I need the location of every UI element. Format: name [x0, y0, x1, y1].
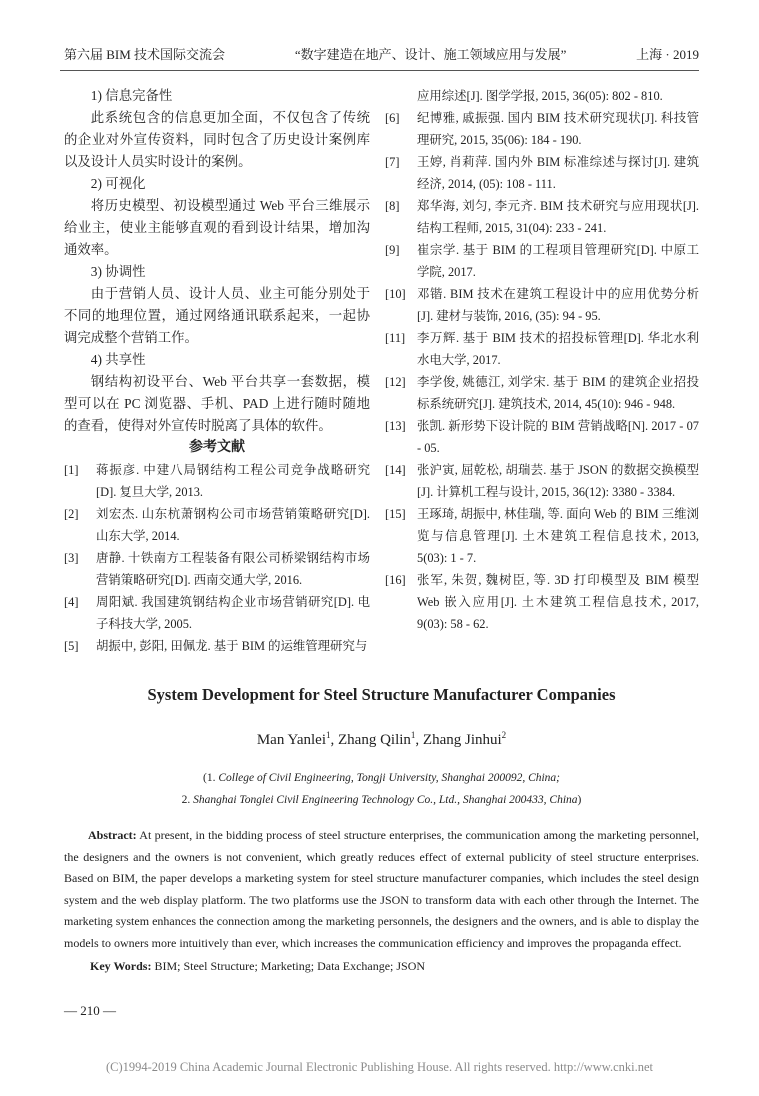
- author-affil: 1: [410, 730, 416, 740]
- header-conference: 第六届 BIM 技术国际交流会: [64, 47, 226, 62]
- reference-text: 胡振中, 彭阳, 田佩龙. 基于 BIM 的运维管理研究与: [96, 639, 368, 653]
- header-theme: “数字建造在地产、设计、施工领域应用与发展”: [294, 47, 567, 62]
- reference-item: [385, 283, 699, 327]
- author-affil: 1: [326, 730, 331, 740]
- reference-item: [64, 547, 370, 591]
- affiliation-1-text: College of Civil Engineering, Tongji University, Shanghai 200092, China;: [218, 772, 561, 784]
- copyright-footer: (C)1994-2019 China Academic Journal Electronic Publishing House. All rights reserved. http://www.cnki.net: [105, 1059, 653, 1074]
- reference-number: [16]: [385, 573, 406, 587]
- paragraph: 此系统包含的信息更加全面，不仅包含了传统的企业对外宣传资料，同时包含了历史设计案例库以及设计人员实时设计的案例。: [64, 110, 370, 169]
- reference-continuation: 应用综述[J]. 图学学报, 2015, 36(05): 802 - 810.: [417, 89, 663, 103]
- reference-number: [12]: [385, 375, 406, 389]
- paragraph: 由于营销人员、设计人员、业主可能分别处于不同的地理位置，通过网络通讯联系起来，一起协调完成整个营销工作。: [64, 286, 370, 345]
- reference-number: [5]: [64, 639, 79, 653]
- english-title: System Development for Steel Structure Manufacturer Companies: [147, 685, 616, 704]
- reference-text: 张凯. 新形势下设计院的 BIM 营销战略[N]. 2017 - 07 - 05.: [417, 419, 699, 455]
- reference-item: [385, 107, 699, 151]
- abstract-text: At present, in the bidding process of steel structure enterprises, the communication among the marketing personnel, the designers and the owners is not convenient, which greatly reduces effect of external publicity of steel structure enterprises. Based on BIM, the paper develops a marketing system for steel structure manufacturer companies, which includes the steel design system and the web display platform. The two platforms use the JSON to transform data with each other through the Internet. The marketing system enhances the connection among the marketing personnels, the designers and the owners, and is able to display the models to owners more intuitively than ever, which increases the communication efficiency and improves the propaganda effect.: [64, 828, 699, 950]
- author: Zhang Qilin: [338, 732, 411, 748]
- paragraph: 将历史模型、初设模型通过 Web 平台三维展示给业主，使业主能够直观的看到设计结果，增加沟通效率。: [64, 198, 370, 257]
- reference-text: 周阳斌. 我国建筑钢结构企业市场营销研究[D]. 电子科技大学, 2005.: [96, 595, 370, 631]
- reference-item: [64, 459, 370, 503]
- keywords-label: Key Words:: [90, 959, 152, 973]
- reference-item: [64, 635, 370, 657]
- reference-item: [385, 151, 699, 195]
- reference-item: [385, 415, 699, 459]
- reference-item: [64, 591, 370, 635]
- references-title: 参考文献: [189, 440, 245, 455]
- reference-item: [385, 371, 699, 415]
- reference-text: 张沪寅, 屈乾松, 胡瑞芸. 基于 JSON 的数据交换模型[J]. 计算机工程与设计, 2015, 36(12): 3380 - 3384.: [417, 463, 699, 499]
- reference-text: 邓锴. BIM 技术在建筑工程设计中的应用优势分析[J]. 建材与装饰, 2016, (35): 94 - 95.: [417, 287, 699, 323]
- reference-number: [13]: [385, 419, 406, 433]
- author: Zhang Jinhui: [422, 732, 502, 748]
- author-affil: 2: [501, 730, 507, 740]
- reference-text: 李万辉. 基于 BIM 技术的招投标管理[D]. 华北水利水电大学, 2017.: [417, 331, 699, 367]
- reference-item: [385, 459, 699, 503]
- authors: Man Yanlei$^1$, Zhang Qilin$^1$, Zhang Jinhui$^2$: [256, 730, 507, 748]
- paragraph: 钢结构初设平台、Web 平台共享一套数据，模型可以在 PC 浏览器、手机、PAD 上进行随时随地的查看，使得对外宣传时脱离了具体的软件。: [64, 374, 370, 433]
- reference-number: [10]: [385, 287, 406, 301]
- running-header: [60, 46, 699, 71]
- reference-number: [11]: [385, 331, 406, 345]
- reference-list-left: [64, 459, 370, 657]
- left-column: [64, 85, 370, 657]
- reference-text: 王琢琦, 胡振中, 林佳瑞, 等. 面向 Web 的 BIM 三维浏览与信息管理[J]. 土木建筑工程信息技术, 2013, 5(03): 1 - 7.: [417, 507, 699, 565]
- reference-text: 崔宗学. 基于 BIM 的工程项目管理研究[D]. 中原工学院, 2017.: [417, 243, 699, 279]
- reference-number: [15]: [385, 507, 406, 521]
- reference-number: [4]: [64, 595, 79, 609]
- reference-text: 张军, 朱贺, 魏树臣, 等. 3D 打印模型及 BIM 模型 Web 嵌入应用[J]. 土木建筑工程信息技术, 2017, 9(03): 58 - 62.: [417, 573, 699, 631]
- two-column-body: [64, 85, 699, 657]
- abstract-label: Abstract:: [88, 828, 137, 842]
- reference-item: [385, 503, 699, 569]
- keywords-text: BIM; Steel Structure; Marketing; Data Exchange; JSON: [154, 959, 426, 973]
- reference-text: 刘宏杰. 山东杭萧钢构公司市场营销策略研究[D]. 山东大学, 2014.: [96, 507, 370, 543]
- reference-text: 纪博雅, 戚振强. 国内 BIM 技术研究现状[J]. 科技管理研究, 2015, 35(06): 184 - 190.: [417, 111, 699, 147]
- reference-number: [3]: [64, 551, 79, 565]
- reference-text: 蒋振彦. 中建八局钢结构工程公司竞争战略研究[D]. 复旦大学, 2013.: [96, 463, 370, 499]
- right-column: [385, 85, 699, 657]
- reference-number: [6]: [385, 111, 400, 125]
- reference-number: [7]: [385, 155, 400, 169]
- affiliation-1: (1. College of Civil Engineering, Tongji University, Shanghai 200092, China;: [202, 772, 561, 784]
- page-number: — 210 —: [64, 1002, 116, 1018]
- reference-list-right: [385, 85, 699, 635]
- reference-text: 唐静. 十铁南方工程装备有限公司桥梁钢结构市场营销策略研究[D]. 西南交通大学, 2016.: [96, 551, 370, 587]
- reference-item: [385, 239, 699, 283]
- reference-text: 郑华海, 刘匀, 李元齐. BIM 技术研究与应用现状[J]. 结构工程师, 2015, 31(04): 233 - 241.: [417, 199, 699, 235]
- author: Man Yanlei: [256, 732, 326, 748]
- reference-text: 李学俊, 姚德江, 刘学宋. 基于 BIM 的建筑企业招投标系统研究[J]. 建筑技术, 2014, 45(10): 946 - 948.: [417, 375, 699, 411]
- abstract: [64, 825, 699, 954]
- reference-text: 王婷, 肖莉萍. 国内外 BIM 标准综述与探讨[J]. 建筑经济, 2014, (05): 108 - 111.: [417, 155, 699, 191]
- reference-item: [385, 569, 699, 635]
- section-heading: 3) 协调性: [90, 264, 146, 279]
- affiliation-2-text: Shanghai Tonglei Civil Engineering Technology Co., Ltd., Shanghai 200433, China: [193, 794, 578, 806]
- reference-number: [9]: [385, 243, 400, 257]
- section-heading: 4) 共享性: [90, 352, 146, 367]
- section-heading: 2) 可视化: [90, 176, 146, 191]
- section-heading: 1) 信息完备性: [90, 88, 173, 103]
- reference-item: [385, 327, 699, 371]
- reference-number: [8]: [385, 199, 400, 213]
- reference-number: [14]: [385, 463, 406, 477]
- reference-item: [385, 195, 699, 239]
- header-location-year: 上海 · 2019: [636, 47, 699, 62]
- affiliation-2: 2. Shanghai Tonglei Civil Engineering Technology Co., Ltd., Shanghai 200433, China): [181, 794, 582, 806]
- reference-number: [2]: [64, 507, 79, 521]
- keywords: [64, 956, 699, 978]
- reference-item: [64, 503, 370, 547]
- reference-number: [1]: [64, 463, 79, 477]
